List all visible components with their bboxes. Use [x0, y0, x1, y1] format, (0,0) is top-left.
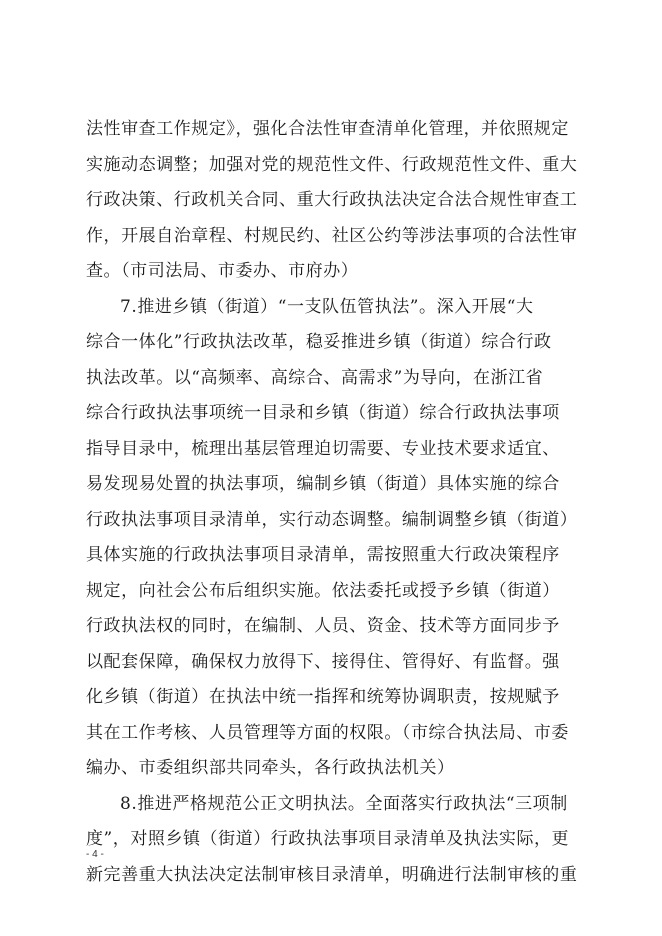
- text-line: 编办、市委组织部共同牵头，各行政执法机关）: [86, 758, 455, 778]
- text-line: 其在工作考核、人员管理等方面的权限。（市综合执法局、市委: [86, 722, 569, 743]
- section-7-heading-line: 7.推进乡镇（街道）“一支队伍管执法”。深入开展“大: [120, 296, 534, 317]
- text-line: 规定，向社会公布后组织实施。依法委托或授予乡镇（街道）: [86, 580, 560, 601]
- text-line: 易发现易处置的执法事项，编制乡镇（街道）具体实施的综合: [86, 474, 560, 494]
- text-line: 作，开展自治章程、村规民约、社区公约等涉法事项的合法性审: [86, 225, 578, 246]
- page-number: - 4 -: [86, 849, 104, 860]
- section-8-heading-line: 8.推进严格规范公正文明执法。全面落实行政执法“三项制: [120, 793, 568, 814]
- text-line: 新完善重大执法决定法制审核目录清单，明确进行法制审核的重: [86, 864, 578, 885]
- text-line: 执法改革。以“高频率、高综合、高需求”为导向，在浙江省: [86, 367, 544, 388]
- document-body: [86, 112, 586, 893]
- text-line: 法性审查工作规定》，强化合法性审查清单化管理，并依照规定: [86, 119, 569, 139]
- text-line: 行政决策、行政机关合同、重大行政执法决定合法合规性审查工: [86, 190, 578, 210]
- text-line: 行政执法权的同时，在编制、人员、资金、技术等方面同步予: [86, 616, 560, 636]
- text-line: 具体实施的行政执法事项目录清单，需按照重大行政决策程序: [86, 545, 560, 565]
- text-line: 指导目录中，梳理出基层管理迫切需要、专业技术要求适宜、: [86, 438, 560, 459]
- text-line: 实施动态调整；加强对党的规范性文件、行政规范性文件、重大: [86, 154, 578, 175]
- text-line: 以配套保障，确保权力放得下、接得住、管得好、有监督。强: [86, 651, 560, 672]
- text-line: 综合一体化”行政执法改革，稳妥推进乡镇（街道）综合行政: [86, 332, 552, 352]
- text-line: 度”，对照乡镇（街道）行政执法事项目录清单及执法实际，更: [86, 829, 570, 849]
- text-line: 综合行政执法事项统一目录和乡镇（街道）综合行政执法事项: [86, 403, 560, 423]
- text-line: 查。（市司法局、市委办、市府办）: [86, 261, 359, 281]
- text-line: 化乡镇（街道）在执法中统一指挥和统筹协调职责，按规赋予: [86, 687, 560, 707]
- text-line: 行政执法事项目录清单，实行动态调整。编制调整乡镇（街道）: [86, 509, 578, 530]
